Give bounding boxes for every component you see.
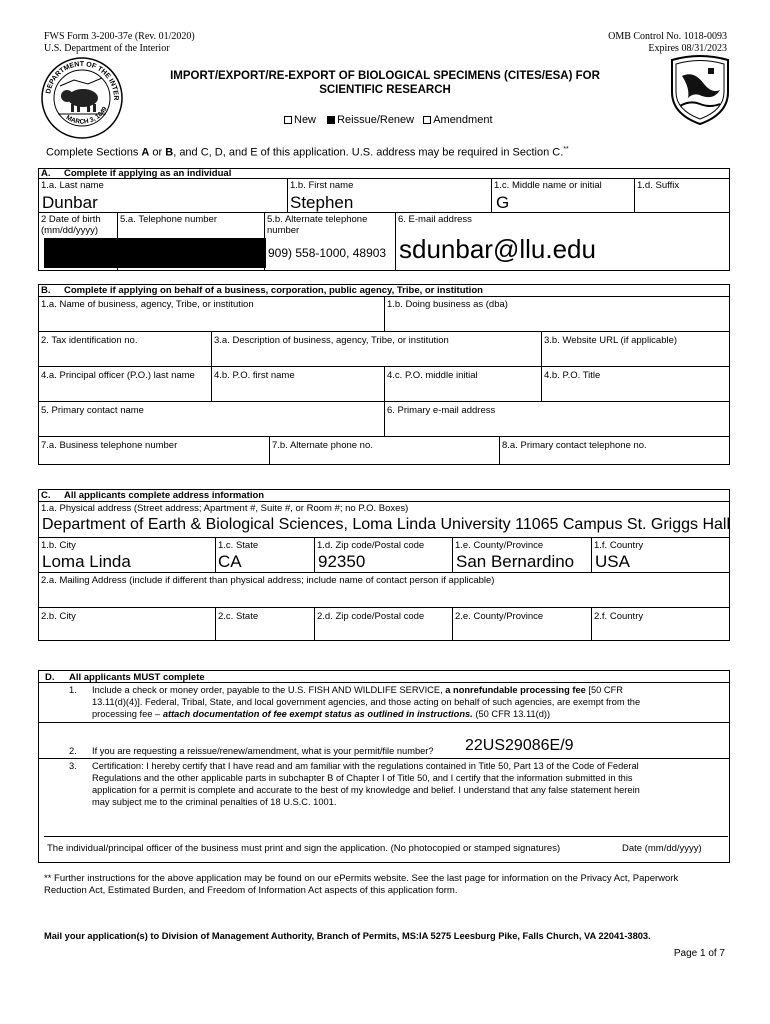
section-d-letter: D. [45, 672, 55, 683]
last-name-field[interactable]: Dunbar [42, 193, 98, 212]
po-middle-label: 4.c. P.O. middle initial [387, 370, 478, 381]
po-first-name-label: 4.b. P.O. first name [214, 370, 295, 381]
city-field[interactable]: Loma Linda [42, 552, 131, 571]
po-last-name-label: 4.a. Principal officer (P.O.) last name [41, 370, 195, 381]
website-label: 3.b. Website URL (if applicable) [544, 335, 678, 346]
option-new[interactable]: New [284, 114, 316, 126]
section-d-heading: All applicants MUST complete [69, 672, 205, 683]
signature-label: The individual/principal officer of the business must print and sign the application. (No photocopied or stamped signatures) [47, 843, 561, 854]
business-phone-label: 7.a. Business telephone number [41, 440, 178, 451]
mailing-zip-label: 2.d. Zip code/Postal code [317, 611, 425, 622]
first-name-label: 1.b. First name [290, 180, 354, 191]
item-1-text: Include a check or money order, payable to the U.S. FISH AND WILDLIFE SERVICE, a nonrefundable processing fee [50 CFR 13.11(d)(4)]. Federal, Tribal, State, and local government agencies, and those acting on behalf of such agencies, are exempt from the processing fee – attach documentation of fee exempt status as outlined in instructions. (50 CFR 13.11(d)) [92, 685, 641, 719]
state-field[interactable]: CA [218, 552, 242, 571]
amendment-checkbox[interactable] [423, 116, 431, 124]
zip-label: 1.d. Zip code/Postal code [317, 540, 425, 551]
middle-name-label: 1.c. Middle name or initial [494, 180, 602, 191]
signature-date-field[interactable] [618, 818, 726, 836]
email-field[interactable]: sdunbar@llu.edu [399, 234, 596, 264]
option-amendment[interactable]: Amendment [423, 114, 492, 126]
primary-contact-label: 5. Primary contact name [41, 405, 144, 416]
contact-phone-label: 8.a. Primary contact telephone no. [502, 440, 647, 451]
mailing-instructions: Mail your application(s) to Division of Management Authority, Branch of Permits, MS:IA 5275 Leesburg Pike, Falls Church, VA 22041-3803. [44, 931, 651, 941]
dob-redaction [44, 238, 266, 268]
alt-telephone-field[interactable]: 909) 558-1000, 48903 [268, 246, 387, 260]
city-label: 1.b. City [41, 540, 76, 551]
department-name: U.S. Department of the Interior [44, 43, 170, 54]
telephone-label: 5.a. Telephone number [120, 214, 218, 225]
section-c-heading: All applicants complete address information [64, 490, 265, 501]
new-checkbox[interactable] [284, 116, 292, 124]
omb-control: OMB Control No. 1018-0093 [608, 31, 727, 42]
county-field[interactable]: San Bernardino [456, 552, 575, 571]
further-instructions-note: ** Further instructions for the above application may be found on our ePermits website. See the last page for information on the Privacy Act, Paperwork Reduction Act, Estimated Burden, and Freedom of Information Act aspects of this application form. [44, 873, 679, 896]
county-label: 1.e. County/Province [455, 540, 544, 551]
permit-number-field[interactable]: 22US29086E/9 [465, 737, 574, 754]
suffix-label: 1.d. Suffix [637, 180, 680, 191]
item-1-number: 1. [69, 685, 77, 695]
doi-seal-icon [40, 56, 124, 140]
po-title-label: 4.b. P.O. Title [544, 370, 601, 381]
item-2-number: 2. [69, 746, 77, 756]
tax-id-label: 2. Tax identification no. [41, 335, 138, 346]
physical-address-field[interactable]: Department of Earth & Biological Sciences, Loma Linda University 11065 Campus St. Griggs Hall [42, 516, 731, 533]
primary-email-label: 6. Primary e-mail address [387, 405, 496, 416]
section-a-heading: Complete if applying as an individual [64, 168, 232, 179]
section-instructions: Complete Sections A or B, and C, D, and E of this application. U.S. address may be required in Section C.** [46, 146, 569, 159]
state-label: 1.c. State [218, 540, 259, 551]
signature-field[interactable] [44, 818, 604, 836]
form-number: FWS Form 3-200-37e (Rev. 01/2020) [44, 31, 195, 42]
middle-name-field[interactable]: G [496, 193, 510, 212]
application-type-options [284, 114, 493, 126]
physical-address-label: 1.a. Physical address (Street address; Apartment #, Suite #, or Room #; no P.O. Boxes) [41, 503, 409, 514]
alt-telephone-label: 5.b. Alternate telephone number [267, 214, 368, 236]
section-c-letter: C. [41, 490, 51, 501]
mailing-country-label: 2.f. Country [594, 611, 644, 622]
mailing-county-label: 2.e. County/Province [455, 611, 544, 622]
certification-text: Certification: I hereby certify that I have read and am familiar with the regulations contained in Title 50, Part 13 of the Code of Federal Regulations and the other applicable parts in subchapter B of Chapter I of Title 50, and I certify that the information submitted in this application for a permit is complete and accurate to the best of my knowledge and belief. I understand that any false statement herein may subject me to the criminal penalties of 18 U.S.C. 1001. [92, 761, 640, 807]
section-b-heading: Complete if applying on behalf of a business, corporation, public agency, Tribe, or institution [64, 285, 483, 296]
mailing-city-label: 2.b. City [41, 611, 76, 622]
mailing-address-label: 2.a. Mailing Address (include if different than physical address; include name of contact person if applicable) [41, 575, 495, 586]
email-label: 6. E-mail address [398, 214, 472, 225]
section-a-letter: A. [41, 168, 51, 179]
section-b-letter: B. [41, 285, 51, 296]
zip-field[interactable]: 92350 [318, 552, 366, 571]
last-name-label: 1.a. Last name [41, 180, 104, 191]
dba-label: 1.b. Doing business as (dba) [387, 299, 508, 310]
item-3-number: 3. [69, 761, 77, 771]
business-description-label: 3.a. Description of business, agency, Tribe, or institution [214, 335, 449, 346]
expiration-date: Expires 08/31/2023 [648, 43, 727, 54]
form-title-line-2: SCIENTIFIC RESEARCH [319, 84, 451, 96]
reissue-renew-checkbox[interactable] [327, 116, 335, 124]
page-number: Page 1 of 7 [673, 948, 725, 959]
signature-date-label: Date (mm/dd/yyyy) [622, 843, 702, 854]
dob-label: 2 Date of birth (mm/dd/yyyy) [41, 214, 101, 236]
alternate-phone-label: 7.b. Alternate phone no. [272, 440, 373, 451]
option-reissue-renew[interactable]: Reissue/Renew [327, 114, 414, 126]
seal-text-top: DEPARTMENT OF THE INTER [45, 60, 120, 101]
first-name-field[interactable]: Stephen [290, 193, 354, 212]
mailing-state-label: 2.c. State [218, 611, 259, 622]
country-field[interactable]: USA [595, 552, 630, 571]
item-2-text: If you are requesting a reissue/renew/amendment, what is your permit/file number? [92, 746, 434, 756]
form-title-line-1: IMPORT/EXPORT/RE-EXPORT OF BIOLOGICAL SPECIMENS (CITES/ESA) FOR [170, 70, 600, 82]
business-name-label: 1.a. Name of business, agency, Tribe, or institution [41, 299, 254, 310]
seal-text-bottom: MARCH 3, 1849 [64, 105, 109, 126]
country-label: 1.f. Country [594, 540, 644, 551]
